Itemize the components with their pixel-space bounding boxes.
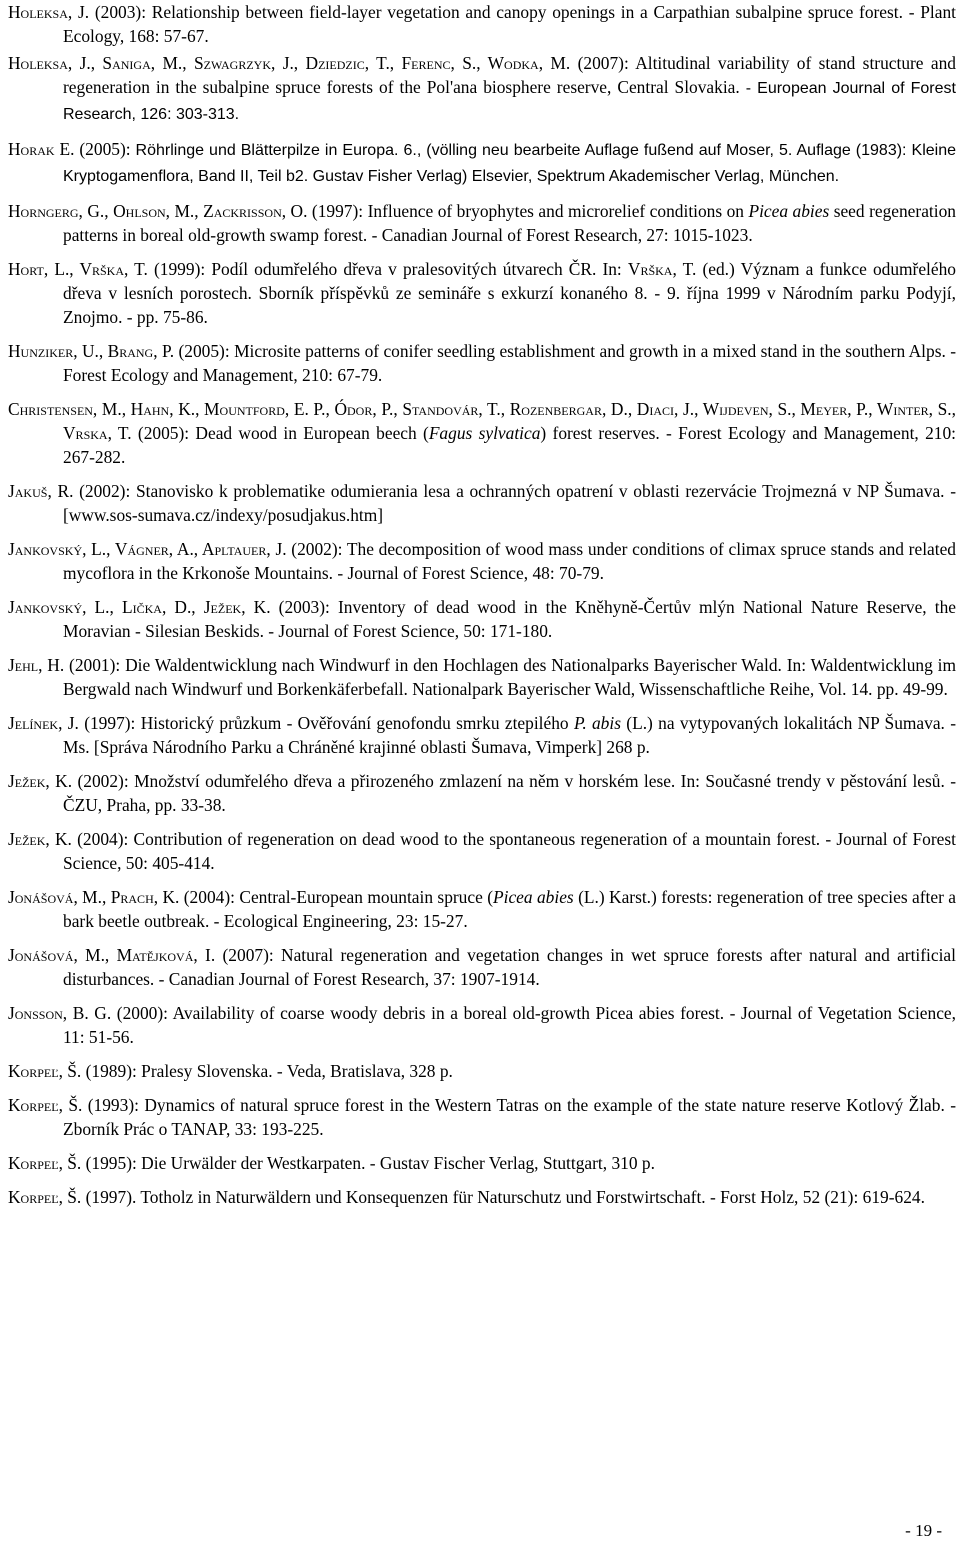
reference-text: (2001): Die Waldentwicklung nach Windwurf in den Hochlagen des Nationalparks Bayerischer Wald. In: Waldentwicklung im Bergwald nach Windwurf und Borkenkäferbefall. Nationalpark Bayerischer Wald, Wissenschaftliche Reihe, Vol. 14. pp. 49-99. xyxy=(63,655,957,699)
reference-authors: Christensen, M., Hahn, K., Mountford, E. P., Ódor, P., Standovár, T., Rozenbergar, D., Diaci, J., Wijdeven, S., Meyer, P., Winter, S., Vrska, T. xyxy=(8,399,956,443)
reference-text: (2005): xyxy=(74,139,136,159)
reference-authors: Jakuš, R. xyxy=(8,481,74,501)
reference-text: (2002): Množství odumřelého dřeva a přirozeného zmlazení na něm v horském lese. In: Současné trendy v pěstování lesů. - ČZU, Praha, pp. 33-38. xyxy=(63,771,956,815)
reference-text: (2005): Microsite patterns of conifer seedling establishment and growth in a mixed stand in the southern Alps. - Forest Ecology and Management, 210: 67-79. xyxy=(63,341,957,385)
reference-text: (2002): Stanovisko k problematike odumierania lesa a ochranných opatrení v oblasti rezervácie Trojmezná v NP Šumava. - [www.sos-sumava.cz/indexy/posudjakus.htm] xyxy=(63,481,956,525)
reference-authors: Holeksa, J., Saniga, M., Szwagrzyk, J., Dziedzic, T., Ferenc, S., Wodka, M. xyxy=(8,53,571,73)
reference-text: - European Journal of Forest Research, 126: 303-313. xyxy=(63,80,956,123)
reference-authors: Jonsson, B. G. xyxy=(8,1003,112,1023)
reference-authors: Jankovský, L., Lička, D., Ježek, K. xyxy=(8,597,271,617)
reference-authors: Jonášová, M., Matějková, I. xyxy=(8,945,216,965)
reference-text: (2004): Contribution of regeneration on dead wood to the spontaneous regeneration of a mountain forest. - Journal of Forest Science, 50: 405-414. xyxy=(63,829,956,873)
reference-text: (2007): Natural regeneration and vegetation changes in wet spruce forests after natural and artificial disturbances. - Canadian Journal of Forest Research, 37: 1907-1914. xyxy=(63,945,956,989)
reference-entry xyxy=(8,51,956,127)
reference-entry xyxy=(8,711,956,759)
reference-authors: Jankovský, L., Vágner, A., Apltauer, J. xyxy=(8,539,287,559)
reference-entry xyxy=(8,257,956,329)
reference-text: seed regeneration patterns in boreal old-growth swamp forest. - Canadian Journal of Forest Research, 27: 1015-1023. xyxy=(63,201,956,245)
reference-entry xyxy=(8,827,956,875)
reference-text: (1989): Pralesy Slovenska. - Veda, Bratislava, 328 p. xyxy=(81,1061,453,1081)
reference-text: (ed.) Význam a funkce odumřelého dřeva v lesních porostech. Sborník příspěvků ze semináře s exkurzí konaného 8. - 9. října 1999 v Národním parku Podyjí, Znojmo. - pp. 75-86. xyxy=(63,259,957,327)
reference-text: Röhrlinge und Blätterpilze in Europa. 6., (völling neu bearbeite Auflage fußend auf Moser, 5. Auflage (1983): Kleine Kryptogamenflora, Band II, Teil b2. Gustav Fisher Verlag) Elsevier, Spektrum Akademischer Verlag, München. xyxy=(63,142,956,185)
reference-entry xyxy=(8,137,956,189)
reference-list xyxy=(8,0,956,1219)
reference-text: (1999): Podíl odumřelého dřeva v pralesovitých útvarech ČR. In: xyxy=(147,259,628,279)
species-name: Picea abies xyxy=(748,201,830,221)
reference-text: (2003): Relationship between field-layer vegetation and canopy openings in a Carpathian subalpine spruce forest. - Plant Ecology, 168: 57-67. xyxy=(63,2,956,46)
reference-entry xyxy=(8,1151,956,1175)
species-name: Picea abies xyxy=(493,887,574,907)
page-number: - 19 - xyxy=(905,1521,942,1540)
reference-entry xyxy=(8,1059,956,1083)
reference-entry xyxy=(8,339,956,387)
reference-text: (1995): Die Urwälder der Westkarpaten. - Gustav Fischer Verlag, Stuttgart, 310 p. xyxy=(81,1153,655,1173)
reference-text: (1997): Historický průzkum - Ověřování genofondu smrku ztepilého xyxy=(78,713,574,733)
reference-text: (1993): Dynamics of natural spruce forest in the Western Tatras on the example of the state nature reserve Kotlový Žlab. - Zborník Prác o TANAP, 33: 193-225. xyxy=(63,1095,957,1139)
reference-text: (1997). Totholz in Naturwäldern und Konsequenzen für Naturschutz und Forstwirtschaft. - Forst Holz, 52 (21): 619-624. xyxy=(81,1187,925,1207)
reference-authors: Ježek, K. xyxy=(8,771,73,791)
species-name: Fagus sylvatica xyxy=(428,423,541,443)
reference-authors: Korpeľ, Š. xyxy=(8,1187,82,1207)
reference-authors: Jonášová, M., Prach, K. xyxy=(8,887,180,907)
reference-entry xyxy=(8,479,956,527)
reference-authors: Horak E. xyxy=(8,139,75,159)
reference-entry xyxy=(8,943,956,991)
reference-authors: Horngerg, G., Ohlson, M., Zackrisson, O. xyxy=(8,201,308,221)
reference-authors: Jehl, H. xyxy=(8,655,65,675)
reference-text: (L.) na vytypovaných lokalitách NP Šumava. - Ms. [Správa Národního Parku a Chráněné krajinné oblasti Šumava, Vimperk] 268 p. xyxy=(63,713,957,757)
reference-entry xyxy=(8,0,956,48)
reference-entry xyxy=(8,595,956,643)
species-name: P. abis xyxy=(573,713,621,733)
reference-entry xyxy=(8,885,956,933)
reference-text: ) forest reserves. - Forest Ecology and Management, 210: 267-282. xyxy=(63,423,956,467)
reference-authors: Korpeľ, Š. xyxy=(8,1095,83,1115)
reference-entry xyxy=(8,199,956,247)
reference-authors: Ježek, K. xyxy=(8,829,72,849)
reference-text: (L.) Karst.) forests: regeneration of tree species after a bark beetle outbreak. - Ecological Engineering, 23: 15-27. xyxy=(63,887,956,931)
reference-authors: Korpeľ, Š. xyxy=(8,1153,82,1173)
reference-text: (2003): Inventory of dead wood in the Kněhyně-Čertův mlýn National Nature Reserve, the Moravian - Silesian Beskids. - Journal of Forest Science, 50: 171-180. xyxy=(63,597,956,641)
reference-entry xyxy=(8,1001,956,1049)
reference-text: (2007): Altitudinal variability of stand structure and regeneration in the subalpine spruce forests of the Pol'ana biosphere reserve, Central Slovakia. xyxy=(63,53,956,97)
reference-entry xyxy=(8,537,956,585)
reference-entry xyxy=(8,1093,956,1141)
reference-entry xyxy=(8,1185,956,1209)
reference-authors: Korpeľ, Š. xyxy=(8,1061,82,1081)
reference-text: (2005): Dead wood in European beech ( xyxy=(131,423,429,443)
reference-authors: Vrška, T. xyxy=(627,259,697,279)
reference-text: (2000): Availability of coarse woody debris in a boreal old-growth Picea abies forest. - Journal of Vegetation Science, 11: 51-56. xyxy=(63,1003,956,1047)
reference-authors: Hunziker, U., Brang, P. xyxy=(8,341,175,361)
reference-authors: Jelínek, J. xyxy=(8,713,79,733)
reference-text: (2004): Central-European mountain spruce ( xyxy=(179,887,493,907)
reference-entry xyxy=(8,653,956,701)
reference-text: (2002): The decomposition of wood mass under conditions of climax spruce stands and related mycoflora in the Krkonoše Mountains. - Journal of Forest Science, 48: 70-79. xyxy=(63,539,956,583)
reference-text: (1997): Influence of bryophytes and microrelief conditions on xyxy=(307,201,749,221)
reference-entry xyxy=(8,397,956,469)
reference-entry xyxy=(8,769,956,817)
reference-authors: Hort, L., Vrška, T. xyxy=(8,259,148,279)
reference-authors: Holeksa, J. xyxy=(8,2,90,22)
